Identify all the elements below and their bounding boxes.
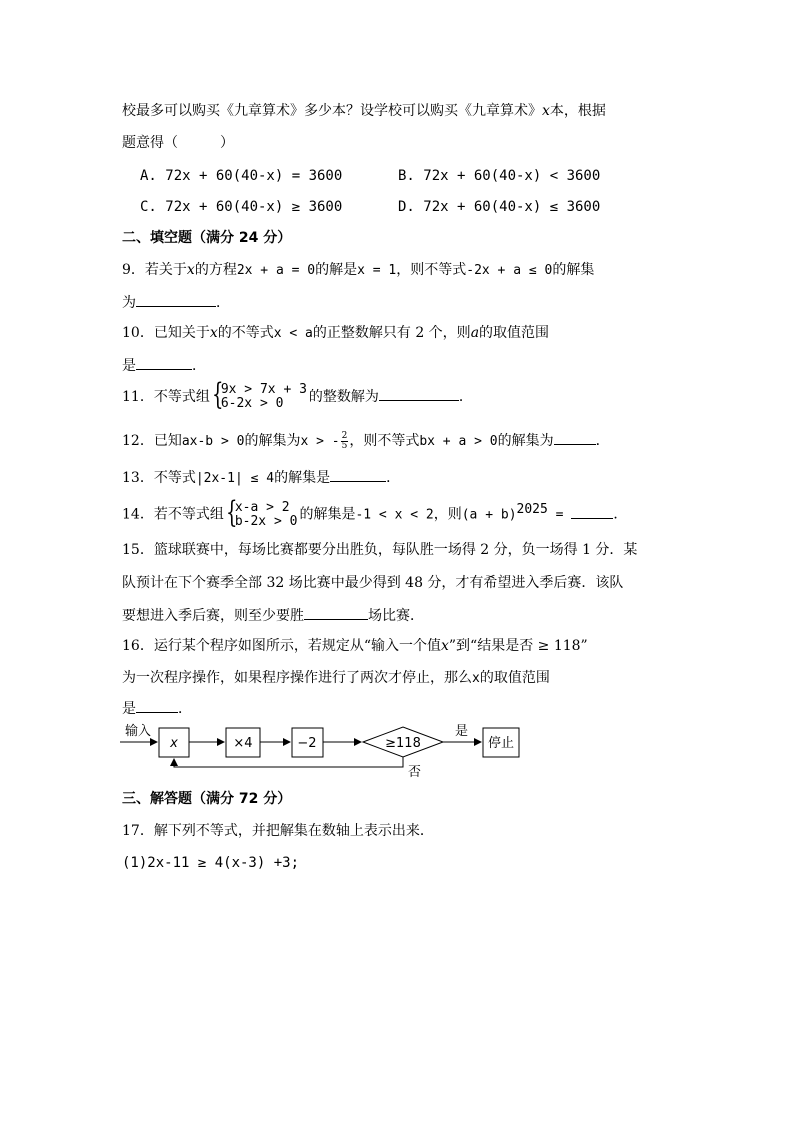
q11-inequality-system: { 9x > 7x + 3 6-2x > 0 xyxy=(211,377,307,412)
q14-answer-blank[interactable] xyxy=(571,504,613,519)
flow-input-label: 输入 xyxy=(125,724,152,739)
q8-text-line1: 校最多可以购买《九章算术》多少本？设学校可以购买《九章算术》x本，根据 xyxy=(122,103,606,119)
q8-option-c: C. 72x + 60(40-x) ≥ 3600 xyxy=(140,199,343,215)
svg-text:−2: −2 xyxy=(297,736,317,751)
q13-answer-blank[interactable] xyxy=(330,467,386,482)
section-2-heading: 二、填空题（满分 24 分） xyxy=(122,230,292,246)
q8-option-b: B. 72x + 60(40-x) < 3600 xyxy=(398,168,601,184)
q14-inequality-system: { x-a > 2 b-2x > 0 xyxy=(225,494,298,530)
q15-line2: 队预计在下个赛季全部 32 场比赛中最少得到 48 分，才有希望进入季后赛．该队 xyxy=(122,575,624,591)
q15-answer-blank[interactable] xyxy=(304,605,368,620)
q8-option-d: D. 72x + 60(40-x) ≤ 3600 xyxy=(398,199,601,215)
q10-answer-blank[interactable] xyxy=(136,355,192,370)
brace-symbol: { xyxy=(211,377,224,412)
q8-text-line2: 题意得（ ） xyxy=(122,135,234,151)
q13-line: 13．不等式|2x-1| ≤ 4的解集是 ． xyxy=(122,467,400,489)
svg-text:≥118: ≥118 xyxy=(385,736,421,751)
brace-symbol: { xyxy=(225,494,238,530)
q16-line3: 是 ． xyxy=(122,698,192,719)
q10-line1: 10．已知关于x的不等式x < a的正整数解只有 2 个，则a的取值范围 xyxy=(122,325,550,341)
q9-answer-blank[interactable] xyxy=(136,292,216,307)
q15-line3: 要想进入季后赛，则至少要胜 场比赛． xyxy=(122,605,424,626)
flow-loop-arrow xyxy=(174,757,403,767)
q10-line2: 是 ． xyxy=(122,355,206,376)
q16-line2: 为一次程序操作，如果程序操作进行了两次才停止，那么x的取值范围 xyxy=(122,670,550,686)
q17-part1: (1)2x-11 ≥ 4(x-3) +3; xyxy=(122,855,300,871)
flow-no-label: 否 xyxy=(408,765,422,780)
q12-line: 12．已知ax-b > 0的解集为x > - $\frac{2}{5}$ ，则不等式bx + a > 0的解集为 ． xyxy=(122,430,610,451)
q8-option-a: A. 72x + 60(40-x) = 3600 xyxy=(140,168,343,184)
svg-text:停止: 停止 xyxy=(487,736,515,751)
svg-text:x: x xyxy=(170,736,178,751)
q9-line2: 为 ． xyxy=(122,292,230,313)
q14-line: 14．若不等式组 { x-a > 2 b-2x > 0 的解集是-1 < x < 2，则$(a + b)^{2025}$ = ． xyxy=(122,494,628,530)
q16-answer-blank[interactable] xyxy=(136,698,178,713)
q15-line1: 15．篮球联赛中，每场比赛都要分出胜负，每队胜一场得 2 分，负一场得 1 分．某 xyxy=(122,542,638,558)
q17-line1: 17．解下列不等式，并把解集在数轴上表示出来． xyxy=(122,823,434,839)
program-flowchart xyxy=(0,715,794,783)
q16-line1: 16．运行某个程序如图所示，若规定从“输入一个值x”到“结果是否 ≥ 118” xyxy=(122,638,588,654)
flow-yes-label: 是 xyxy=(455,724,469,739)
q12-answer-blank[interactable] xyxy=(554,430,596,445)
q9-line1: 9．若关于x的方程2x + a = 0的解是x = 1，则不等式-2x + a ≤ 0的解集 xyxy=(122,262,595,278)
q11-answer-blank[interactable] xyxy=(379,386,459,401)
q12-fraction: $\frac{2}{5}$ xyxy=(341,430,348,451)
section-3-heading: 三、解答题（满分 72 分） xyxy=(122,791,292,807)
q11-line: 11．不等式组 { 9x > 7x + 3 6-2x > 0 的整数解为 ． xyxy=(122,377,473,412)
svg-text:×4: ×4 xyxy=(233,736,253,751)
